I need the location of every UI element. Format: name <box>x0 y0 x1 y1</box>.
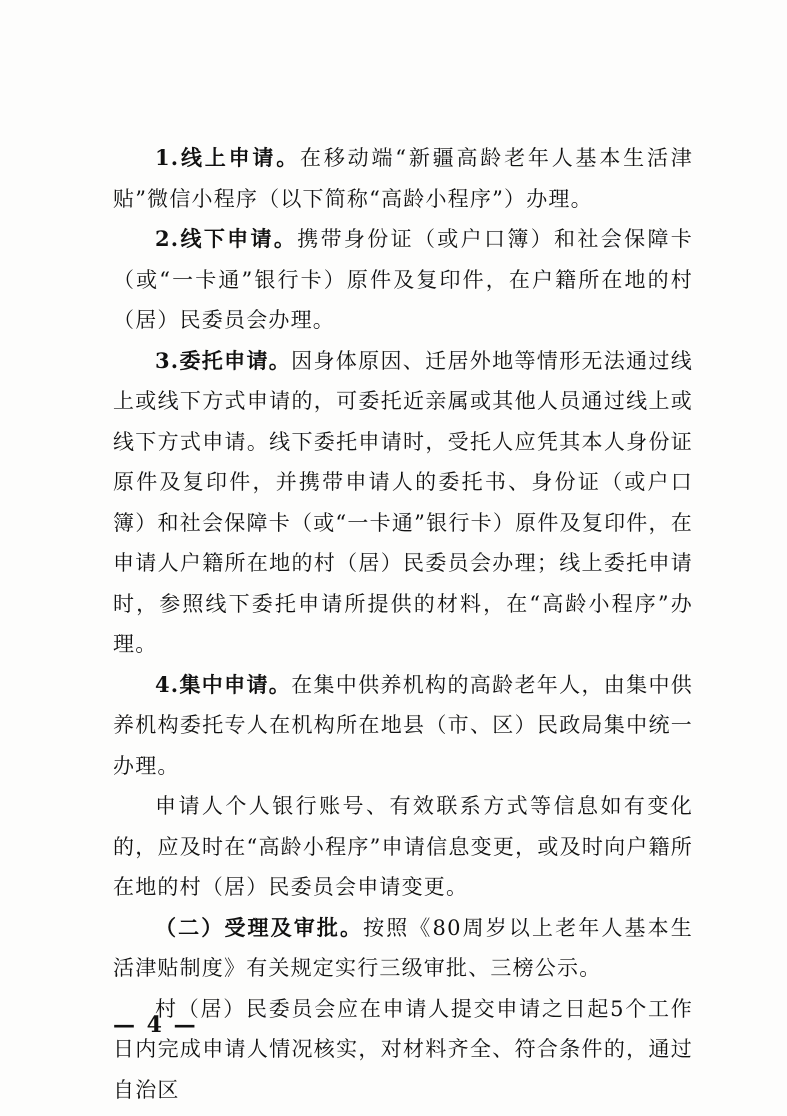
paragraph-text: 在移动端“新疆高龄老年人基本生活津贴”微信小程序（以下简称“高龄小程序”）办理。 <box>113 146 693 211</box>
paragraph-lead: 1.线上申请。 <box>155 145 301 170</box>
paragraph-text: 申请人个人银行账号、有效联系方式等信息如有变化的，应及时在“高龄小程序”申请信息变更，或及时向户籍所在地的村（居）民委员会申请变更。 <box>113 794 693 899</box>
paragraph-info-change <box>113 786 693 908</box>
paragraph-acceptance-approval <box>113 908 693 989</box>
paragraph-online-application <box>113 138 693 219</box>
paragraph-lead: 3.委托申请。 <box>155 347 292 373</box>
paragraph-lead: 2.线下申请。 <box>155 226 298 251</box>
paragraph-text: 因身体原因、迁居外地等情形无法通过线上或线下方式申请的，可委托近亲属或其他人员通过线上或线下方式申请。线下委托申请时，受托人应凭其本人身份证原件及复印件，并携带申请人的委托书、身份证（或户口簿）和社会保障卡（或“一卡通”银行卡）原件及复印件，在申请人户籍所在地的村（居）民委员会办理；线上委托申请时，参照线下委托申请所提供的材料，在“高龄小程序”办理。 <box>113 348 693 656</box>
paragraph-lead: （二）受理及审批。 <box>155 914 364 940</box>
paragraph-entrusted-application <box>113 341 693 665</box>
paragraph-text: 村（居）民委员会应在申请人提交申请之日起5个工作日内完成申请人情况核实，对材料齐全、符合条件的，通过自治区 <box>113 996 693 1102</box>
page-number: — 4 — <box>113 1012 198 1038</box>
paragraph-centralized-application <box>113 665 693 787</box>
paragraph-text: 按照《80周岁以上老年人基本生活津贴制度》有关规定实行三级审批、三榜公示。 <box>113 915 693 980</box>
paragraph-text: 在集中供养机构的高龄老年人，由集中供养机构委托专人在机构所在地县（市、区）民政局集中统一办理。 <box>113 672 693 778</box>
paragraph-lead: 4.集中申请。 <box>155 671 292 697</box>
paragraph-village-verification <box>113 989 693 1111</box>
paragraph-text: 携带身份证（或户口簿）和社会保障卡（或“一卡通”银行卡）原件及复印件，在户籍所在地的村（居）民委员会办理。 <box>113 227 693 332</box>
paragraph-offline-application <box>113 219 693 341</box>
document-body <box>113 138 693 1110</box>
